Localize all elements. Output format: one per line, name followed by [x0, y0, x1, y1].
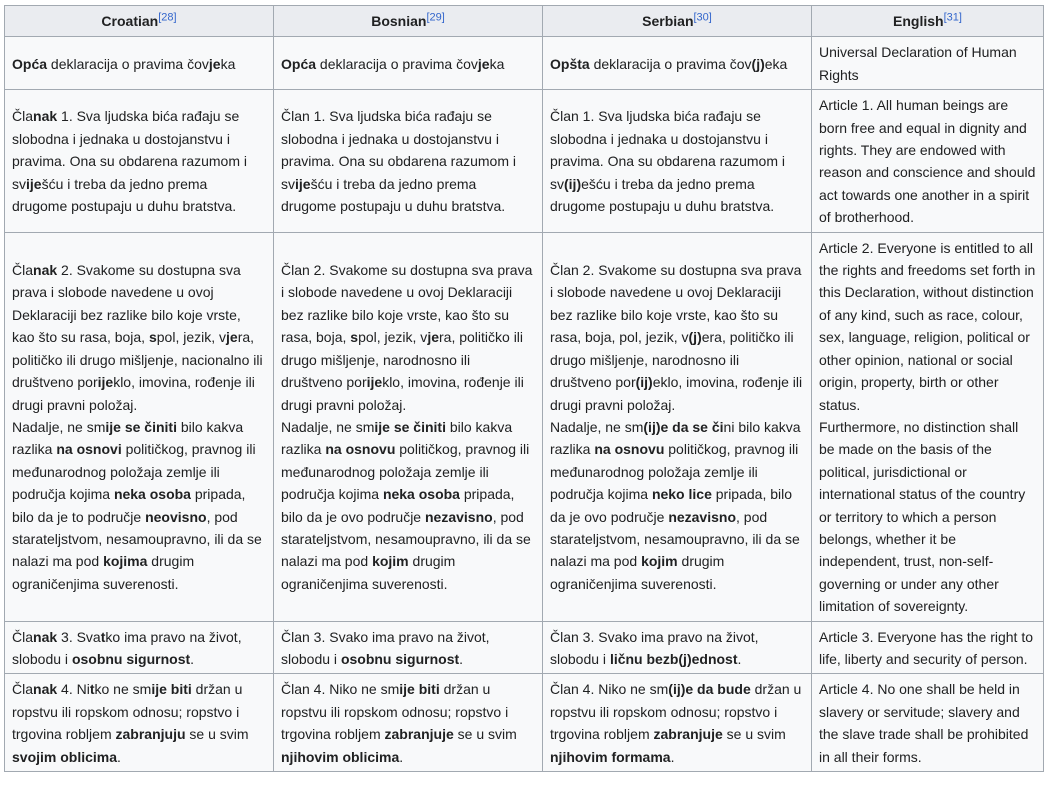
bold-text: nak — [33, 681, 58, 698]
row-article-2 — [5, 232, 1044, 621]
bold-text: (ij)e da se či — [643, 418, 724, 435]
bold-text: nezavisno — [668, 508, 737, 525]
bold-text: kojim — [372, 553, 409, 570]
bold-text: (ij) — [564, 175, 582, 192]
cell-serbian — [543, 90, 812, 232]
text-segment: deklaracija o pravima čov — [589, 55, 752, 72]
bold-text: svojim oblicima — [12, 748, 118, 765]
bold-text: na osnovu — [594, 441, 665, 458]
text-segment: se u svim — [453, 726, 517, 743]
text-segment: ko ne sm — [94, 681, 152, 698]
cell-croatian — [5, 621, 274, 674]
text-segment: klo, imovina, rođenje ili drugi pravni položaj. — [281, 374, 524, 413]
text-segment: klo, imovina, rođenje ili drugi pravni položaj. — [12, 374, 255, 413]
bold-text: s — [148, 329, 157, 346]
cell-serbian — [543, 232, 812, 621]
bold-text: Opća — [12, 55, 48, 72]
bold-text: zabranjuje — [653, 726, 723, 743]
bold-text: zabranjuje — [384, 726, 454, 743]
text-segment: drugim ograničenjima suverenosti. — [281, 553, 456, 592]
cell-english — [812, 621, 1044, 674]
bold-text: neovisno — [145, 508, 207, 525]
text-segment: . — [737, 650, 742, 667]
bold-text: s — [350, 329, 359, 346]
text-segment: 1. Sva ljudska bića rađaju se slobodna i jednaka u dostojanstvu i pravima. Ona su obdarena razumom i sv — [12, 108, 247, 192]
cell-english — [812, 37, 1044, 90]
bold-text: na osnovi — [56, 441, 122, 458]
bold-text: (j) — [688, 329, 702, 346]
header-croatian[interactable] — [5, 6, 274, 37]
bold-text: neka osoba — [382, 486, 460, 503]
reference-link[interactable]: [28] — [158, 11, 177, 24]
text-segment: političkog, pravnog ili međunarodnog položaja zemlje ili područja kojima — [550, 441, 799, 503]
text-segment: pol, jezik, v — [156, 329, 227, 346]
text-segment: 4. Ni — [57, 681, 90, 698]
text-segment: drugim ograničenjima suverenosti. — [12, 553, 195, 592]
text-segment: . — [399, 748, 404, 765]
header-label: English — [893, 13, 944, 29]
text-segment: . — [459, 650, 464, 667]
text-segment: Čla — [12, 262, 34, 279]
bold-text: ličnu bezb(j)ednost — [609, 650, 738, 667]
text-segment: bilo kakva razlika — [12, 418, 244, 458]
text-segment: Član 1. Sva ljudska bića rađaju se slobodna i jednaka u dostojanstvu i pravima. Ona su obdarena razumom i sv — [281, 108, 516, 192]
bold-text: ije — [295, 175, 311, 192]
text-segment: Član 3. Svako ima pravo na život, slobodu i — [550, 628, 759, 667]
text-segment: šću i treba da jedno prema drugome postupaju u duhu bratstva. — [12, 175, 237, 215]
text-segment: ra, političko ili drugo mišljenje, nacionalno ili društveno por — [12, 329, 263, 391]
text-segment: . — [670, 748, 675, 765]
text-segment: Article 1. All human beings are born free and equal in dignity and rights. They are endowed with reason and conscience and should act towards one another in a spirit of brotherhood. — [819, 97, 1036, 226]
text-segment: deklaracija o pravima čov — [316, 55, 478, 72]
text-segment: Član 3. Svako ima pravo na život, slobodu i — [281, 628, 490, 667]
cell-croatian — [5, 37, 274, 90]
text-segment: , pod starateljstvom, nesamoupravno, ili da se nalazi ma pod — [281, 508, 531, 570]
bold-text: zabranjuju — [115, 726, 186, 743]
header-english[interactable] — [812, 6, 1044, 37]
bold-text: je — [427, 329, 439, 346]
text-segment: ra, političko ili drugo mišljenje, narodnosno ili društveno por — [281, 329, 524, 391]
text-segment: se u svim — [185, 726, 249, 743]
text-segment: deklaracija o pravima čov — [47, 55, 209, 72]
bold-text: t — [89, 681, 95, 698]
bold-text: kojim — [641, 553, 678, 570]
text-segment: Article 4. No one shall be held in slavery or servitude; slavery and the slave trade shall be prohibited in all their forms. — [819, 681, 1029, 765]
text-segment: era, političko ili drugo mišljenje, narodnosno ili društveno por — [550, 329, 794, 391]
bold-text: ije — [26, 175, 42, 192]
bold-text: nak — [33, 108, 58, 125]
header-label: Bosnian — [371, 13, 427, 29]
text-segment: pol, jezik, v — [358, 329, 428, 346]
text-segment: Article 3. Everyone has the right to life, liberty and security of person. — [819, 628, 1033, 667]
reference-link[interactable]: [30] — [693, 11, 712, 24]
text-segment: eka — [764, 55, 788, 72]
text-segment: , pod starateljstvom, nesamoupravno, ili da se nalazi ma pod — [12, 508, 262, 570]
cell-bosnian — [274, 621, 543, 674]
text-segment: bilo kakva razlika — [281, 418, 513, 458]
bold-text: njihovim oblicima — [281, 748, 400, 765]
text-segment: . — [190, 650, 195, 667]
text-segment: političkog, pravnog ili međunarodnog položaja zemlje ili područja kojima — [12, 441, 256, 503]
header-bosnian[interactable] — [274, 6, 543, 37]
bold-text: ije se činiti — [105, 418, 177, 435]
text-segment: držan u ropstvu ili ropskom odnosu; ropstvo i trgovina robljem — [12, 681, 243, 743]
bold-text: njihovim formama — [550, 748, 671, 765]
text-segment: Nadalje, ne sm — [12, 418, 106, 435]
bold-text: je — [477, 55, 490, 72]
bold-text: nak — [33, 262, 58, 279]
bold-text: ije se činiti — [374, 418, 446, 435]
text-segment: ka — [489, 55, 505, 72]
bold-text: t — [100, 628, 106, 645]
bold-text: nezavisno — [425, 508, 493, 525]
text-segment: pripada, bilo da je to područje — [12, 486, 246, 525]
bold-text: Opšta — [550, 55, 590, 72]
cell-english — [812, 90, 1044, 232]
bold-text: nak — [33, 628, 58, 645]
cell-croatian — [5, 90, 274, 232]
row-article-3 — [5, 621, 1044, 674]
bold-text: kojima — [103, 553, 148, 570]
bold-text: ije — [366, 374, 383, 391]
cell-serbian — [543, 621, 812, 674]
text-segment: Član 2. Svakome su dostupna sva prava i slobode navedene u ovoj Deklaraciji bez razlike bilo koje vrste, kao što su rasa, boja, — [281, 262, 533, 346]
header-serbian[interactable] — [543, 6, 812, 37]
text-segment: . — [117, 748, 121, 765]
bold-text: osobnu sigurnost — [71, 650, 191, 667]
header-label: Croatian — [101, 13, 159, 29]
cell-bosnian — [274, 232, 543, 621]
bold-text: neka osoba — [113, 486, 191, 503]
bold-text: ije — [97, 374, 114, 391]
text-segment: Čla — [12, 628, 34, 645]
row-article-1 — [5, 90, 1044, 232]
bold-text: je — [208, 55, 221, 72]
text-segment: pripada, bilo da je ovo područje — [281, 486, 515, 525]
reference-link[interactable]: [31] — [943, 11, 962, 24]
text-segment: ešću i treba da jedno prema drugome postupaju u duhu bratstva. — [550, 175, 775, 215]
text-segment: Furthermore, no distinction shall be made on the basis of the political, jurisdictional or international status of the country or territory to which a person belongs, whether it be independent, trust, non-self-governing or under any other limitation of sovereignty. — [819, 418, 1026, 615]
row-article-4 — [5, 674, 1044, 772]
cell-serbian — [543, 674, 812, 772]
header-row — [5, 6, 1044, 37]
text-segment: se u svim — [722, 726, 786, 743]
cell-croatian — [5, 674, 274, 772]
text-segment: Nadalje, ne sm — [550, 418, 644, 435]
cell-english — [812, 674, 1044, 772]
row-title — [5, 37, 1044, 90]
cell-bosnian — [274, 37, 543, 90]
bold-text: neko lice — [651, 486, 712, 503]
text-segment: drugim ograničenjima suverenosti. — [550, 553, 725, 592]
cell-english — [812, 232, 1044, 621]
bold-text: ije biti — [399, 681, 440, 698]
text-segment: , pod starateljstvom, nesamoupravno, ili da se nalazi ma pod — [550, 508, 800, 570]
text-segment: držan u ropstvu ili ropskom odnosu; ropstvo i trgovina robljem — [281, 681, 509, 743]
text-segment: Član 4. Niko ne sm — [550, 681, 669, 698]
text-segment: Član 4. Niko ne sm — [281, 681, 400, 698]
text-segment: Universal Declaration of Human Rights — [819, 44, 1017, 83]
bold-text: (j) — [751, 55, 765, 72]
text-segment: Article 2. Everyone is entitled to all the rights and freedoms set forth in this Declaration, without distinction of any kind, such as race, colour, sex, language, religion, political or other opinion, national or social origin, property, birth or other status. — [819, 239, 1036, 413]
text-segment: Član 1. Sva ljudska bića rađaju se slobodna i jednaka u dostojanstvu i pravima. Ona su obdarena razumom i sv — [550, 108, 785, 192]
bold-text: osobnu sigurnost — [340, 650, 460, 667]
bold-text: na osnovu — [325, 441, 396, 458]
bold-text: je — [226, 329, 238, 346]
cell-croatian — [5, 232, 274, 621]
text-segment: Čla — [12, 108, 34, 125]
header-label: Serbian — [642, 13, 694, 29]
reference-link[interactable]: [29] — [426, 11, 445, 24]
text-segment: Član 2. Svakome su dostupna sva prava i slobode navedene u ovoj Deklaraciji bez razlike bilo koje vrste, kao što su rasa, boja, pol, jezik, v — [550, 262, 802, 346]
text-segment: Nadalje, ne sm — [281, 418, 375, 435]
bold-text: (ij)e da bude — [668, 681, 751, 698]
text-segment: šću i treba da jedno prema drugome postupaju u duhu bratstva. — [281, 175, 506, 215]
bold-text: Opća — [281, 55, 317, 72]
text-segment: političkog, pravnog ili međunarodnog položaja zemlje ili područja kojima — [281, 441, 530, 503]
text-segment: 2. Svakome su dostupna sva prava i slobode navedene u ovoj Deklaraciji bez razlike bilo koje vrste, kao što su rasa, boja, — [12, 262, 241, 346]
udhr-comparison-table — [4, 5, 1044, 772]
cell-bosnian — [274, 90, 543, 232]
text-segment: ka — [220, 55, 236, 72]
text-segment: ko ima pravo na život, slobodu i — [12, 628, 242, 667]
text-segment: ni bilo kakva razlika — [550, 418, 801, 458]
bold-text: ije biti — [151, 681, 192, 698]
text-segment: 3. Sva — [57, 628, 101, 645]
text-segment: pripada, bilo da je ovo područje — [550, 486, 793, 525]
text-segment: držan u ropstvu ili ropskom odnosu; ropstvo i trgovina robljem — [550, 681, 802, 743]
cell-serbian — [543, 37, 812, 90]
text-segment: eklo, imovina, rođenje ili drugi pravni položaj. — [550, 374, 803, 413]
bold-text: (ij) — [635, 374, 653, 391]
cell-bosnian — [274, 674, 543, 772]
text-segment: Čla — [12, 681, 34, 698]
